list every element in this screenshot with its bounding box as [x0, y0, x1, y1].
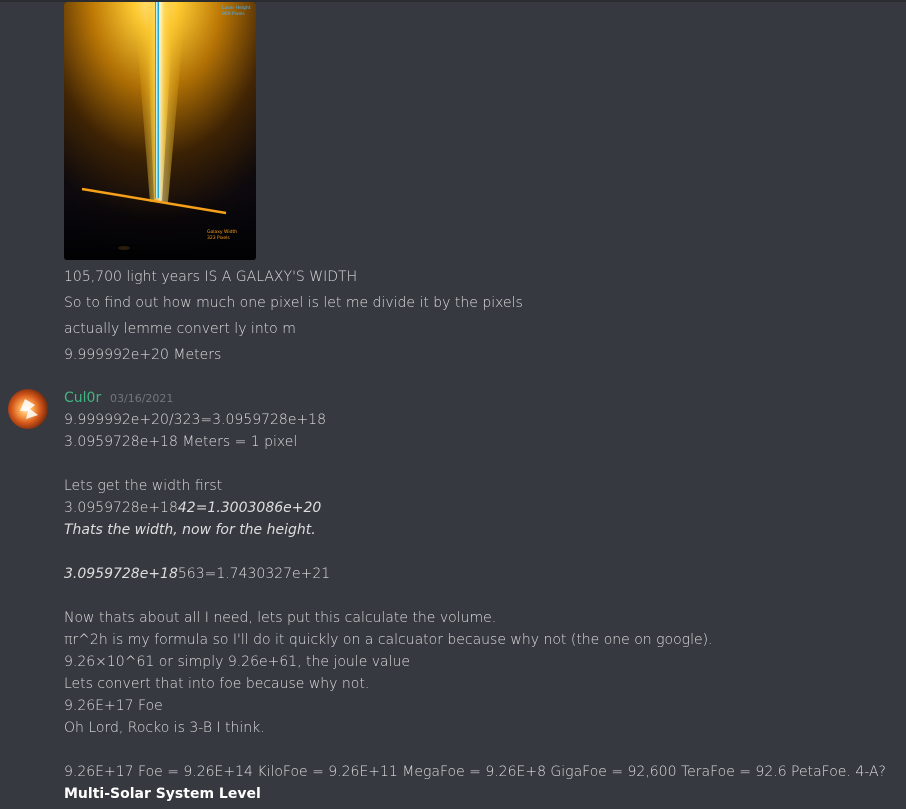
message-line: πr^2h is my formula so I'll do it quickly on a calcuator because why not (the one on google).	[64, 632, 713, 648]
message-line: actually lemme convert ly into m	[64, 321, 296, 337]
message-text: 3.0959728e+18	[64, 500, 178, 516]
message-line: Oh Lord, Rocko is 3-B I think.	[64, 720, 265, 736]
caption-bottom-2: 323 Pixels	[207, 236, 230, 241]
message-line: Now thats about all I need, lets put this calculate the volume.	[64, 610, 497, 626]
message-line: 9.26E+17 Foe	[64, 698, 163, 714]
italic-text: 3.0959728e+18	[64, 566, 178, 582]
message-line: Thats the width, now for the height.	[64, 522, 316, 538]
message-line: Lets convert that into foe because why not.	[64, 676, 370, 692]
caption-top-2: 969 Pixels	[222, 12, 245, 17]
message-line-bold: Multi-Solar System Level	[64, 786, 261, 802]
message-line: 3.0959728e+18 Meters = 1 pixel	[64, 434, 298, 450]
message-line: 9.999992e+20/323=3.0959728e+18	[64, 412, 326, 428]
message-line: 9.999992e+20 Meters	[64, 347, 222, 363]
message-line: 9.26E+17 Foe = 9.26E+14 KiloFoe = 9.26E+11 MegaFoe = 9.26E+8 GigaFoe = 92,600 TeraFoe = 92.6 PetaFoe. 4-A?	[64, 764, 886, 780]
username[interactable]: Cul0r	[64, 390, 102, 406]
caption-top-1: Laser Height	[222, 6, 251, 11]
message-line	[64, 563, 330, 585]
message-line	[64, 497, 321, 519]
galaxy-laser-image	[64, 2, 256, 260]
caption-bottom-1: Galaxy Width	[207, 230, 238, 235]
timestamp[interactable]: 03/16/2021	[110, 392, 174, 405]
message-line: 9.26×10^61 or simply 9.26e+61, the joule value	[64, 654, 410, 670]
image-attachment[interactable]	[64, 2, 256, 260]
user-avatar[interactable]	[8, 389, 48, 429]
message-line: Lets get the width first	[64, 478, 223, 494]
message-line: 105,700 light years IS A GALAXY'S WIDTH	[64, 269, 358, 285]
italic-text: 42=1.3003086e+20	[177, 500, 322, 516]
message-text: 563=1.7430327e+21	[177, 566, 331, 582]
message-line: So to find out how much one pixel is let me divide it by the pixels	[64, 295, 523, 311]
orange-burst-avatar-icon	[8, 389, 48, 429]
